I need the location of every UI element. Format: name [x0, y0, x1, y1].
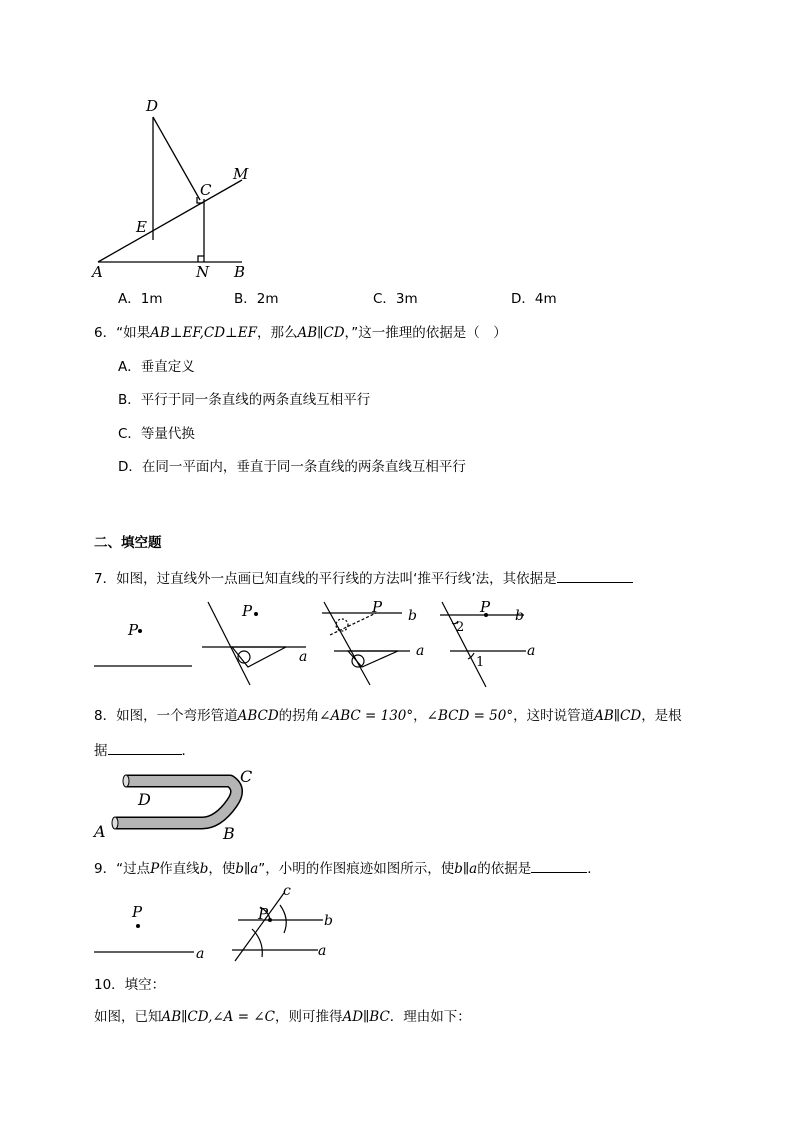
q6-stem	[94, 324, 507, 342]
panel2-set-square	[232, 647, 286, 667]
arc-mark-lower	[252, 929, 262, 957]
panel3-label-a: a	[416, 643, 425, 659]
q5-figure	[90, 95, 270, 285]
pipe-end-ab	[112, 817, 118, 829]
q9-stem-part3: ，使	[208, 861, 236, 877]
label-A: A	[92, 263, 103, 281]
label-E: E	[136, 218, 147, 236]
q10-line-mid: ，则可推得	[274, 1009, 343, 1025]
pipe-label-a: A	[94, 822, 106, 841]
label-D: D	[146, 97, 159, 115]
panel2-point-p	[254, 612, 258, 616]
panel2-label-a: a	[299, 649, 308, 665]
q6-option-d[interactable]: D．在同一平面内，垂直于同一条直线的两条直线互相平行	[118, 459, 466, 475]
q9-stem	[94, 858, 601, 878]
q9-stem-part1: 9．“过点	[94, 861, 151, 877]
q7-figure	[90, 595, 550, 695]
label-N: N	[196, 263, 210, 281]
panel2-label-p: P	[242, 602, 253, 620]
q8-stem-line2	[94, 740, 195, 760]
right-label-c: c	[283, 883, 291, 899]
q5-option-a[interactable]: A．1m	[118, 291, 163, 307]
panel3-dashed-hole	[336, 619, 348, 631]
q9-answer-blank[interactable]	[531, 858, 587, 873]
q6-stem-prefix: 6．“如果	[94, 325, 151, 341]
panel4-label-2: 2	[456, 620, 465, 635]
right-line-transversal-c	[235, 893, 284, 961]
q8-stem-part4: ，这时说管道	[513, 708, 595, 724]
q10-line	[94, 1008, 471, 1026]
pipe-label-d: D	[138, 790, 151, 809]
q9-math-1: P	[150, 861, 160, 877]
q6-math-2: AB∥CD	[297, 325, 345, 341]
q8-math-3: ∠BCD = 50°	[426, 708, 514, 724]
q9-stem-part2: 作直线	[159, 861, 200, 877]
panel1-point-p	[138, 629, 142, 633]
q8-line2-prefix: 据	[94, 743, 108, 759]
q8-figure	[92, 765, 262, 845]
q8-math-2: ∠ABC = 130°	[319, 708, 414, 724]
right-angle-mark-N	[198, 256, 204, 262]
q5-option-b[interactable]: B．2m	[234, 291, 279, 307]
q6-stem-suffix: ，”这一推理的依据是（ ）	[344, 325, 507, 341]
q8-stem-part3: ，	[413, 708, 427, 724]
right-label-p: P	[258, 905, 269, 923]
q9-stem-part5: 的依据是	[477, 861, 532, 877]
right-label-a: a	[318, 943, 327, 959]
q8-answer-blank[interactable]	[108, 740, 182, 755]
label-B: B	[234, 263, 246, 281]
panel4-label-1: 1	[476, 655, 485, 670]
left-label-a: a	[196, 946, 205, 962]
q10-math-2: AD∥BC	[342, 1009, 390, 1025]
q8-stem-part2: 的拐角	[278, 708, 320, 724]
panel3-set-square	[348, 651, 398, 667]
q9-stem-part4: ”，小明的作图痕迹如图所示，使	[258, 861, 455, 877]
q8-math-4: AB∥CD	[594, 708, 642, 724]
q8-stem-line1	[94, 707, 682, 725]
left-point-p	[136, 924, 140, 928]
right-label-b: b	[324, 913, 333, 929]
q6-stem-mid: ，那么	[256, 325, 298, 341]
q5-option-d[interactable]: D．4m	[511, 291, 557, 307]
q10-line-suffix: ．理由如下：	[389, 1009, 471, 1025]
q10-math-1: AB∥CD,∠A = ∠C	[161, 1009, 275, 1025]
right-point-p	[268, 918, 272, 922]
q8-stem-part5: ，是根	[641, 708, 682, 724]
arc-mark-upper	[280, 905, 286, 933]
q8-stem-part1: 8．如图，一个弯形管道	[94, 708, 238, 724]
q7-stem-text: 7．如图，过直线外一点画已知直线的平行线的方法叫‘推平行线’法，其依据是	[94, 571, 557, 587]
q9-suffix: ．	[587, 861, 601, 877]
pipe-label-c: C	[240, 767, 253, 786]
line-AM	[98, 180, 242, 262]
segment-DC	[153, 117, 200, 200]
q6-option-c[interactable]: C．等量代换	[118, 426, 195, 442]
q9-figure	[92, 885, 352, 970]
q9-math-4: b∥a	[454, 861, 478, 877]
panel4-label-p: P	[480, 598, 491, 616]
panel3-line-transversal	[324, 602, 370, 685]
section-title: 二、填空题	[94, 535, 162, 551]
label-C: C	[200, 181, 212, 199]
q10-title: 10．填空：	[94, 977, 166, 993]
panel3-set-square-hole	[352, 655, 364, 667]
panel3-dashed-set-square-edge	[330, 613, 376, 635]
q6-option-a[interactable]: A．垂直定义	[118, 359, 195, 375]
q7-stem	[94, 568, 633, 588]
q6-option-b[interactable]: B．平行于同一条直线的两条直线互相平行	[118, 392, 371, 408]
panel4-label-a: a	[527, 643, 536, 659]
q7-answer-blank[interactable]	[557, 568, 633, 583]
panel4-label-b: b	[515, 608, 524, 624]
pipe-end-cd	[123, 775, 129, 787]
pipe-label-b: B	[223, 824, 235, 843]
q9-math-2: b	[199, 861, 209, 877]
left-label-p: P	[132, 903, 143, 921]
panel1-label-p: P	[128, 621, 139, 639]
q10-line-prefix: 如图，已知	[94, 1009, 162, 1025]
panel3-label-p: P	[372, 598, 383, 616]
q6-math-1: AB⊥EF,CD⊥EF	[150, 325, 257, 341]
q9-math-3: b∥a	[235, 861, 259, 877]
panel3-label-b: b	[408, 608, 417, 624]
q8-math-1: ABCD	[237, 708, 279, 724]
label-M: M	[233, 165, 249, 183]
q5-option-c[interactable]: C．3m	[373, 291, 418, 307]
q8-line2-suffix: ．	[181, 743, 195, 759]
